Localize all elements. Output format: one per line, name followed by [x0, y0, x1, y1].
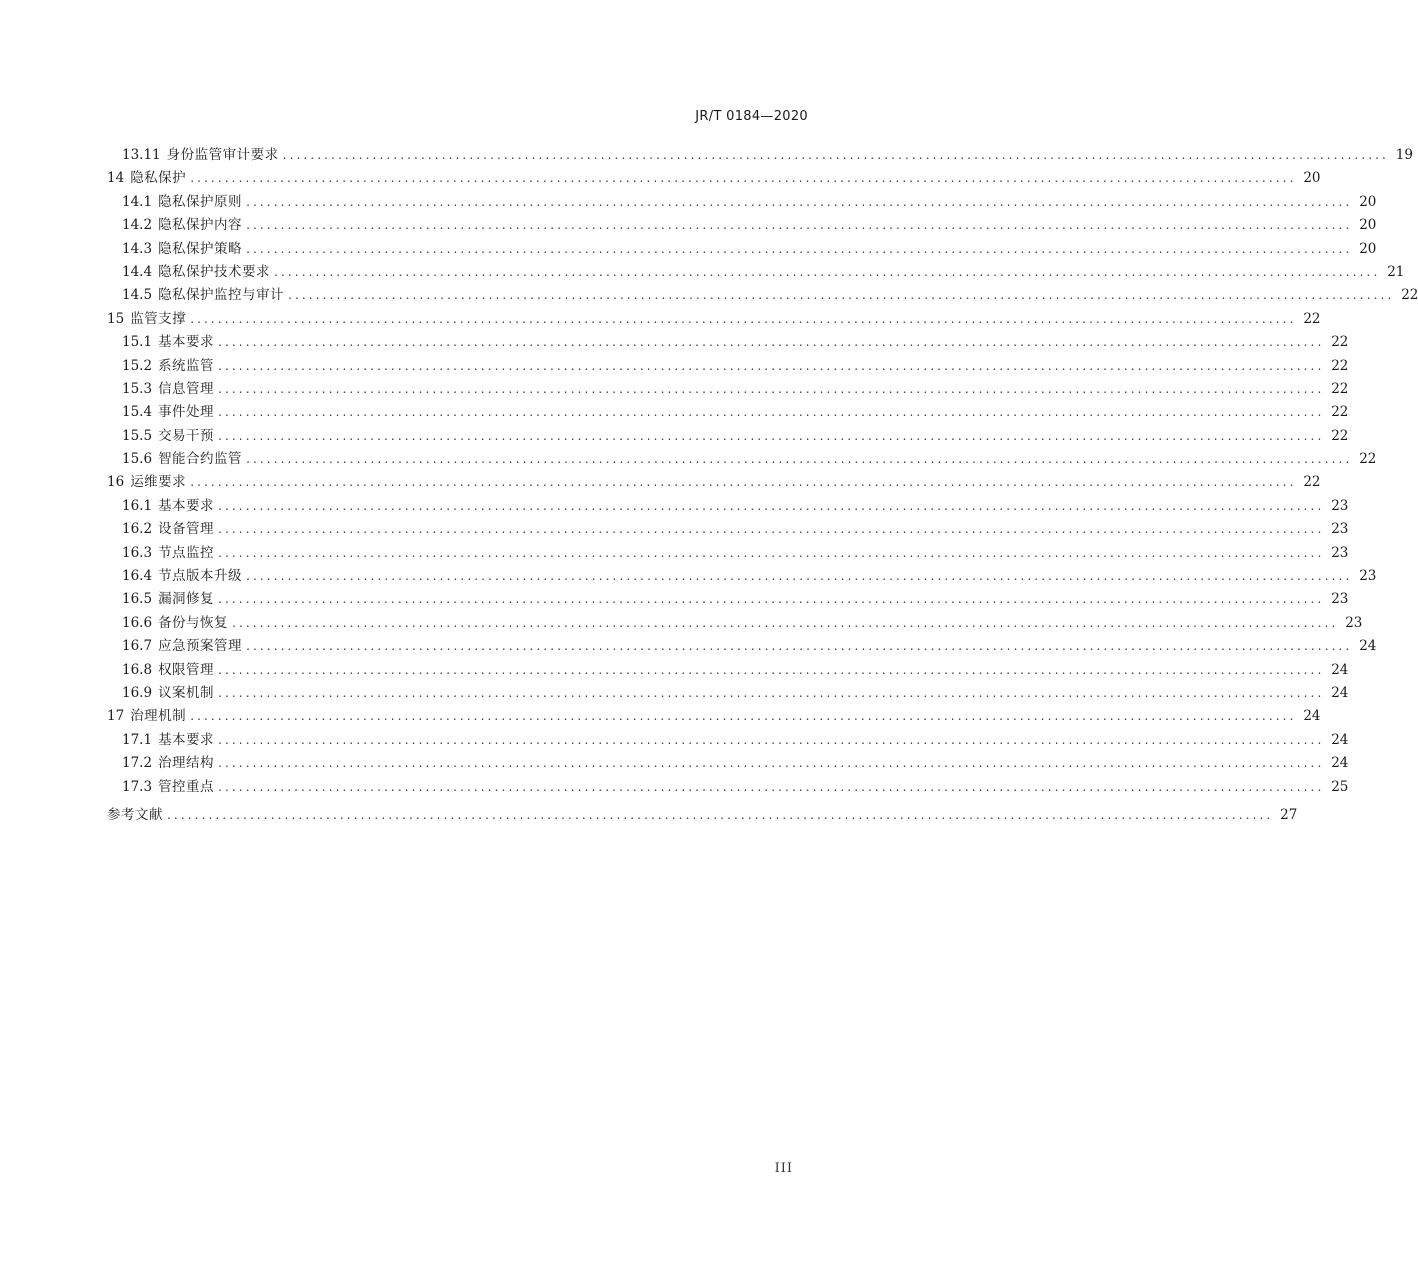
toc-entry[interactable]	[107, 635, 1377, 658]
toc-entry[interactable]	[107, 729, 1349, 752]
toc-dot-leader: ................................................................................................................................................................	[274, 264, 1381, 279]
toc-entry[interactable]	[107, 776, 1349, 799]
toc-entry-page: 22	[1331, 380, 1349, 397]
toc-entry-page: 22	[1401, 287, 1418, 304]
toc-dot-leader: ................................................................................................................................................................	[232, 615, 1339, 630]
toc-dot-leader: ................................................................................................................................................................	[218, 685, 1325, 700]
toc-entry-title: 运维要求	[130, 474, 187, 491]
toc-entry-page: 25	[1331, 778, 1349, 795]
toc-entry-page: 27	[1280, 806, 1298, 823]
toc-entry-title: 身份监管审计要求	[166, 147, 279, 163]
toc-entry[interactable]	[107, 448, 1377, 471]
toc-dot-leader: ................................................................................................................................................................	[282, 148, 1389, 162]
toc-entry[interactable]	[107, 425, 1349, 448]
toc-entry-number: 15.3	[122, 380, 153, 397]
toc-dot-leader: ................................................................................................................................................................	[246, 569, 1353, 584]
toc-entry-title: 隐私保护内容	[158, 217, 243, 234]
toc-dot-leader: ................................................................................................................................................................	[218, 592, 1325, 607]
document-code: JR/T 0184—2020	[695, 109, 808, 124]
toc-entry-page: 22	[1303, 310, 1321, 327]
toc-entry-number: 14.4	[122, 263, 153, 280]
toc-entry-page: 24	[1331, 731, 1349, 748]
toc-entry-page: 23	[1331, 497, 1349, 514]
toc-entry-page: 24	[1331, 755, 1349, 772]
toc-entry[interactable]	[107, 261, 1405, 284]
toc-entry[interactable]	[107, 588, 1349, 611]
toc-entry-page: 23	[1359, 568, 1377, 585]
toc-entry-title: 基本要求	[158, 334, 215, 351]
toc-entry-page: 22	[1331, 427, 1349, 444]
toc-entry-page: 20	[1359, 193, 1377, 210]
toc-entry-title: 隐私保护技术要求	[158, 263, 271, 280]
toc-entry-number: 16.9	[122, 684, 153, 701]
toc-entry[interactable]	[107, 284, 1418, 307]
toc-entry-number: 15	[107, 310, 125, 327]
toc-entry-number: 14.2	[122, 217, 153, 234]
toc-dot-leader: ................................................................................................................................................................	[190, 311, 1297, 326]
toc-entry-page: 24	[1303, 708, 1321, 725]
toc-entry-title: 管控重点	[158, 778, 215, 795]
toc-entry-title: 节点版本升级	[158, 568, 243, 585]
toc-entry-title: 治理结构	[158, 755, 215, 772]
toc-dot-leader: ................................................................................................................................................................	[218, 428, 1325, 443]
toc-entry-title: 交易干预	[158, 427, 215, 444]
toc-dot-leader: ................................................................................................................................................................	[218, 756, 1325, 771]
toc-entry-number: 14	[107, 170, 125, 187]
toc-entry-number: 17.2	[122, 755, 153, 772]
toc-entry-page: 19	[1395, 147, 1413, 163]
toc-entry-page: 23	[1331, 521, 1349, 538]
toc-entry-title: 隐私保护策略	[158, 240, 243, 257]
toc-entry[interactable]	[107, 401, 1349, 424]
toc-entry-number: 16.2	[122, 521, 153, 538]
table-of-contents	[107, 144, 1418, 827]
toc-entry[interactable]	[107, 355, 1349, 378]
toc-entry-number: 15.1	[122, 334, 153, 351]
toc-entry[interactable]	[107, 804, 1298, 827]
toc-entry-number: 14.1	[122, 193, 153, 210]
toc-entry[interactable]	[107, 682, 1349, 705]
toc-dot-leader: ................................................................................................................................................................	[190, 171, 1297, 186]
toc-entry-title: 治理机制	[130, 708, 187, 725]
toc-entry-page: 22	[1331, 404, 1349, 421]
toc-entry-number: 15.6	[122, 451, 153, 468]
toc-entry-number: 14.3	[122, 240, 153, 257]
toc-entry[interactable]	[107, 471, 1321, 494]
toc-entry[interactable]	[107, 144, 1413, 167]
toc-entry-page: 23	[1331, 591, 1349, 608]
toc-entry[interactable]	[107, 214, 1377, 237]
toc-dot-leader: ................................................................................................................................................................	[218, 498, 1325, 513]
toc-entry-number: 16	[107, 474, 125, 491]
toc-dot-leader: ................................................................................................................................................................	[218, 358, 1325, 373]
toc-entry-page: 24	[1331, 661, 1349, 678]
toc-entry-number: 15.2	[122, 357, 153, 374]
toc-dot-leader: ................................................................................................................................................................	[246, 218, 1353, 233]
toc-dot-leader: ................................................................................................................................................................	[218, 405, 1325, 420]
toc-entry-number: 16.4	[122, 568, 153, 585]
toc-entry-number: 15.4	[122, 404, 153, 421]
toc-dot-leader: ................................................................................................................................................................	[190, 709, 1297, 724]
toc-dot-leader: ................................................................................................................................................................	[246, 194, 1353, 209]
toc-entry-title: 基本要求	[158, 731, 215, 748]
toc-entry-number: 16.6	[122, 614, 153, 631]
toc-entry[interactable]	[107, 612, 1363, 635]
toc-entry[interactable]	[107, 705, 1321, 728]
toc-entry-number: 14.5	[122, 287, 153, 304]
toc-entry[interactable]	[107, 378, 1349, 401]
toc-dot-leader: ................................................................................................................................................................	[218, 779, 1325, 794]
toc-entry-number: 16.5	[122, 591, 153, 608]
toc-entry-title: 系统监管	[158, 357, 215, 374]
toc-dot-leader: ................................................................................................................................................................	[246, 241, 1353, 256]
toc-entry-title: 设备管理	[158, 521, 215, 538]
toc-entry-title: 议案机制	[158, 684, 215, 701]
toc-entry-page: 21	[1387, 263, 1405, 280]
toc-entry-number: 16.8	[122, 661, 153, 678]
toc-entry[interactable]	[107, 518, 1349, 541]
toc-entry-number: 15.5	[122, 427, 153, 444]
toc-entry-title: 基本要求	[158, 497, 215, 514]
toc-entry-title: 漏洞修复	[158, 591, 215, 608]
toc-dot-leader: ................................................................................................................................................................	[246, 452, 1353, 467]
toc-entry[interactable]	[107, 238, 1377, 261]
toc-entry-page: 22	[1331, 334, 1349, 351]
toc-entry-title: 监管支撑	[130, 310, 187, 327]
toc-entry-title: 参考文献	[107, 806, 163, 823]
toc-entry-title: 权限管理	[158, 661, 215, 678]
toc-entry-title: 备份与恢复	[158, 614, 229, 631]
toc-entry-number: 16.3	[122, 544, 153, 561]
toc-dot-leader: ................................................................................................................................................................	[218, 545, 1325, 560]
toc-entry-number: 16.7	[122, 638, 153, 655]
toc-entry-number: 17.3	[122, 778, 153, 795]
toc-entry[interactable]	[107, 308, 1321, 331]
toc-entry-number: 16.1	[122, 497, 153, 514]
toc-entry-page: 20	[1359, 240, 1377, 257]
toc-dot-leader: ................................................................................................................................................................	[218, 732, 1325, 747]
toc-dot-leader: ................................................................................................................................................................	[190, 475, 1297, 490]
toc-dot-leader: ................................................................................................................................................................	[246, 639, 1353, 654]
toc-entry-title: 事件处理	[158, 404, 215, 421]
toc-dot-leader: ................................................................................................................................................................	[167, 807, 1274, 822]
toc-entry-page: 20	[1303, 170, 1321, 187]
toc-entry-number: 17	[107, 708, 125, 725]
toc-entry-title: 隐私保护原则	[158, 193, 243, 210]
toc-entry-title: 隐私保护监控与审计	[158, 287, 285, 304]
toc-dot-leader: ................................................................................................................................................................	[218, 381, 1325, 396]
toc-entry-page: 22	[1303, 474, 1321, 491]
toc-dot-leader: ................................................................................................................................................................	[288, 288, 1395, 303]
toc-entry-page: 22	[1331, 357, 1349, 374]
toc-entry[interactable]	[107, 495, 1349, 518]
toc-entry-page: 24	[1359, 638, 1377, 655]
toc-entry-number: 17.1	[122, 731, 153, 748]
toc-entry-page: 22	[1359, 451, 1377, 468]
toc-entry-title: 信息管理	[158, 380, 215, 397]
toc-dot-leader: ................................................................................................................................................................	[218, 335, 1325, 350]
toc-dot-leader: ................................................................................................................................................................	[218, 662, 1325, 677]
toc-entry-title: 应急预案管理	[158, 638, 243, 655]
toc-entry-number: 13.11	[122, 147, 161, 163]
toc-entry-title: 节点监控	[158, 544, 215, 561]
toc-entry[interactable]	[107, 659, 1349, 682]
toc-entry[interactable]	[107, 565, 1377, 588]
toc-entry[interactable]	[107, 752, 1349, 775]
toc-entry-title: 智能合约监管	[158, 451, 243, 468]
toc-entry[interactable]	[107, 191, 1377, 214]
toc-entry-page: 23	[1345, 614, 1363, 631]
toc-dot-leader: ................................................................................................................................................................	[218, 522, 1325, 537]
toc-entry-title: 隐私保护	[130, 170, 187, 187]
toc-entry-page: 20	[1359, 217, 1377, 234]
toc-entry-page: 24	[1331, 684, 1349, 701]
toc-entry-page: 23	[1331, 544, 1349, 561]
toc-entry[interactable]	[107, 167, 1321, 190]
toc-entry[interactable]	[107, 542, 1349, 565]
toc-entry[interactable]	[107, 331, 1349, 354]
page-number: III	[774, 1161, 793, 1176]
